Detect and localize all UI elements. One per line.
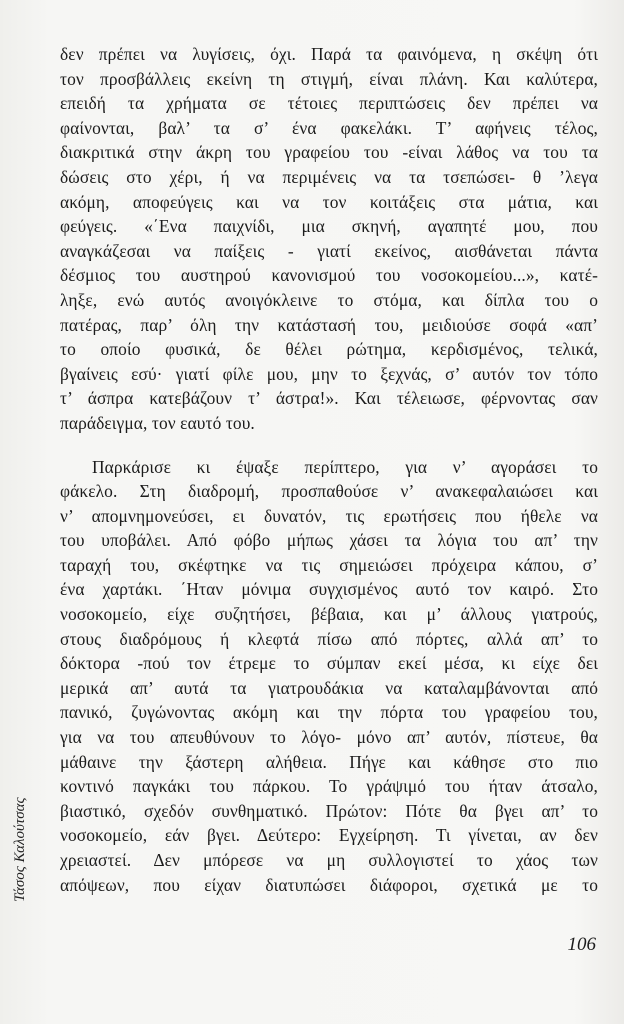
text-line: ληξε, ενώ αυτός ανοιγόκλεινε το στόμα, και δίπλα του ο bbox=[60, 289, 598, 310]
text-line: τ’ άσπρα κατεβάζουν τ’ άστρα!». Και τέλειωσε, φέρνοντας σαν bbox=[60, 388, 598, 409]
text-line: πανικό, ζυγώνοντας ακόμη και την πόρτα του γραφείου του, bbox=[60, 702, 598, 723]
text-line: βιαστικό, σχεδόν συνθηματικό. Πρώτον: Πότε θα βγει απ’ το bbox=[60, 800, 598, 821]
text-line: μάθαινε την ξάστερη αλήθεια. Πήγε και κάθησε στο πιο bbox=[60, 751, 598, 772]
text-line: διακριτικά στην άκρη του γραφείου του -είναι λάθος να του τα bbox=[60, 142, 598, 163]
text-line: αναγκάζεσαι να παίξεις - γιατί εκείνος, αισθάνεται πάντα bbox=[60, 240, 598, 261]
text-line: απόψεων, που είχαν διατυπώσει διάφοροι, σχετικά με το bbox=[60, 874, 598, 895]
text-line: στους διαδρόμους ή κλεφτά πίσω από πόρτες, αλλά απ’ το bbox=[60, 628, 598, 649]
text-line: φάκελο. Στη διαδρομή, προσπαθούσε ν’ ανακεφαλαιώσει και bbox=[60, 481, 598, 502]
text-line: τον προσβάλλεις εκείνη τη στιγμή, είναι πλάνη. Και καλύτερα, bbox=[60, 68, 598, 89]
paragraph-1 bbox=[60, 42, 598, 436]
text-line: ταραχή του, σκέφτηκε να τις σημειώσει πρόχειρα κάπου, σ’ bbox=[60, 554, 598, 575]
text-line: νοσοκομείο, εάν βγει. Δεύτερο: Εγχείρηση. Τι γίνεται, αν δεν bbox=[60, 825, 598, 846]
text-line: φαίνονται, βαλ’ τα σ’ ένα φακελάκι. Τ’ αφήνεις τέλος, bbox=[60, 117, 598, 138]
running-author-name: Τάσος Καλούτσας bbox=[12, 797, 28, 903]
text-line: για να του απευθύνουν το λόγο- μόνο απ’ αυτόν, πίστευε, θα bbox=[60, 727, 598, 748]
text-line: δώσεις στο χέρι, ή να περιμένεις να τα τσεπώσει- θ ’λεγα bbox=[60, 166, 598, 187]
text-line: Παρκάρισε κι έψαξε περίπτερο, για ν’ αγοράσει το bbox=[92, 456, 598, 477]
page-number: 106 bbox=[567, 934, 596, 955]
text-line: δέσμιος του αυστηρού κανονισμού του νοσοκομείου...», κατέ- bbox=[60, 265, 598, 286]
body-text bbox=[60, 42, 598, 897]
text-line: ένα χαρτάκι. ΄Ηταν μόνιμα συγχισμένος αυτό τον καιρό. Στο bbox=[60, 579, 598, 600]
text-line: το οποίο φυσικά, δε θέλει ρώτημα, κερδισμένος, τελικά, bbox=[60, 339, 598, 360]
text-line: παράδειγμα, τον εαυτό του. bbox=[60, 412, 255, 433]
paragraph-spacer bbox=[60, 436, 598, 455]
text-line: χρειαστεί. Δεν μπόρεσε να μη συλλογιστεί το χάος των bbox=[60, 850, 598, 870]
text-line: βγαίνεις εσύ· γιατί φίλε μου, μην το ξεχνάς, σ’ αυτόν τον τόπο bbox=[60, 363, 598, 384]
text-line: φεύγεις. «΄Ενα παιχνίδι, μια σκηνή, αγαπητέ μου, που bbox=[60, 216, 598, 237]
text-line: πατέρας, παρ’ όλη την κατάστασή του, μειδιούσε σοφά «απ’ bbox=[60, 314, 598, 335]
text-line: δόκτορα -πού τον έτρεμε το σύμπαν εκεί μέσα, κι είχε δει bbox=[60, 653, 598, 674]
text-line: κοντινό παγκάκι του πάρκου. Το γράψιμό του ήταν άτσαλο, bbox=[60, 776, 598, 797]
text-line: επειδή τα χρήματα σε τέτοιες περιπτώσεις δεν πρέπει να bbox=[60, 93, 598, 114]
text-line: ακόμη, αποφεύγεις και να τον κοιτάξεις στα μάτια, και bbox=[60, 191, 598, 212]
text-line: δεν πρέπει να λυγίσεις, όχι. Παρά τα φαινόμενα, η σκέψη ότι bbox=[60, 44, 598, 64]
paragraph-2 bbox=[60, 455, 598, 898]
text-line: ν’ απομνημονεύσει, ει δυνατόν, τις ερωτήσεις που ήθελε να bbox=[60, 505, 598, 526]
text-line: του υποβάλει. Από φόβο μήπως χάσει τα λόγια του απ’ την bbox=[60, 530, 598, 551]
text-line: μερικά απ’ αυτά τα γιατρουδάκια να καταλαμβάνονται από bbox=[60, 677, 598, 698]
text-line: νοσοκομείο, είχε συζητήσει, βέβαια, και μ’ άλλους γιατρούς, bbox=[60, 604, 598, 625]
